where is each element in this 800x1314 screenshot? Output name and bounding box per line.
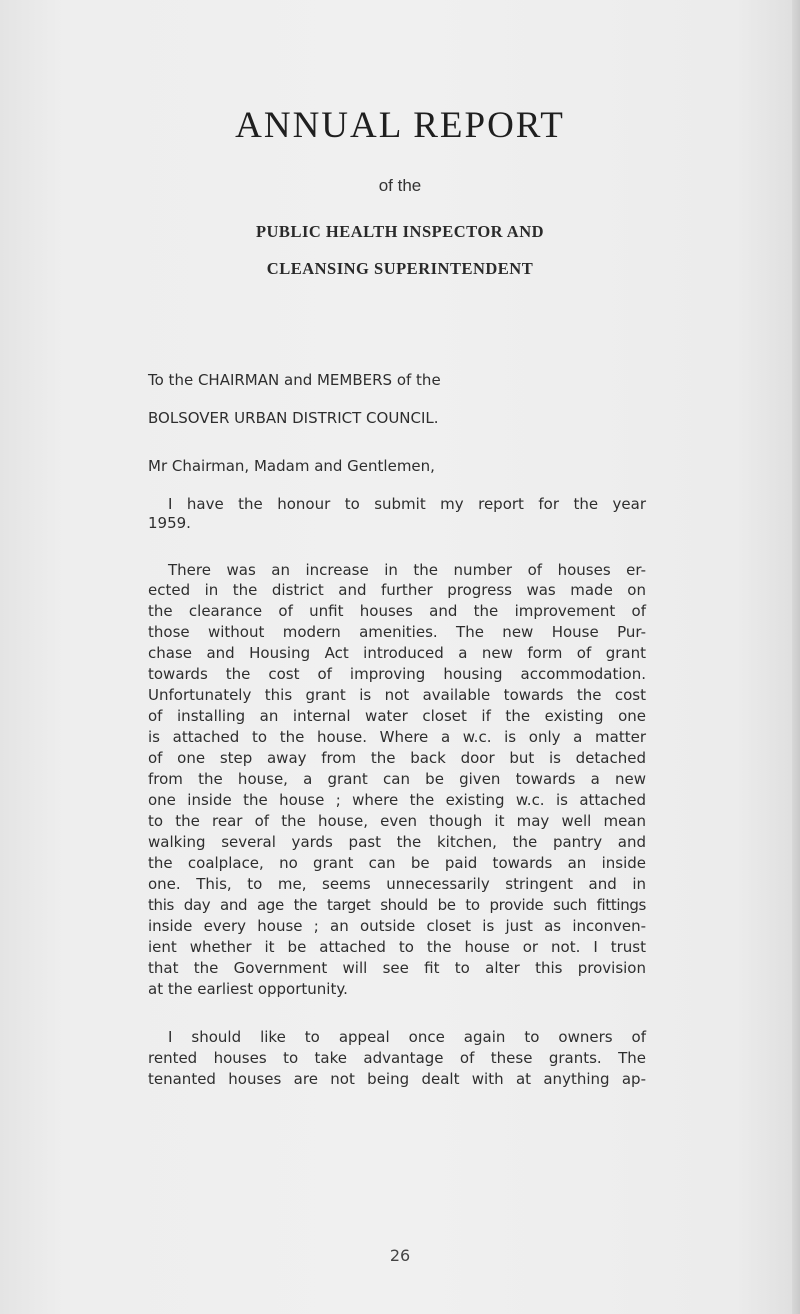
- address-line-1: To the CHAIRMAN and MEMBERS of the: [148, 371, 441, 389]
- paragraph-2-line: one inside the house ; where the existing w.c. is attached: [148, 791, 646, 809]
- report-heading-line-2: CLEANSING SUPERINTENDENT: [266, 259, 534, 278]
- paragraph-2-line: Unfortunately this grant is not available towards the cost: [148, 686, 646, 704]
- paragraph-2-line: the clearance of unfit houses and the improvement of: [148, 602, 646, 620]
- paragraph-2-line: those without modern amenities. The new House Pur-: [148, 623, 646, 641]
- address-line-2: BOLSOVER URBAN DISTRICT COUNCIL.: [148, 409, 439, 427]
- paragraph-2-line: ected in the district and further progress was made on: [148, 581, 646, 599]
- paragraph-2-line: this day and age the target should be to provide such fittings: [148, 896, 646, 914]
- paragraph-2-line: chase and Housing Act introduced a new form of grant: [148, 644, 646, 662]
- paragraph-1-line: I have the honour to submit my report for the year: [168, 495, 646, 513]
- paragraph-3-line: I should like to appeal once again to owners of: [168, 1028, 646, 1046]
- paragraph-2-line: to the rear of the house, even though it may well mean: [148, 812, 646, 830]
- paragraph-2-line: walking several yards past the kitchen, the pantry and: [148, 833, 646, 851]
- report-subtitle: of the: [378, 176, 422, 195]
- paragraph-1-line: 1959.: [148, 514, 191, 532]
- paragraph-3-line: rented houses to take advantage of these grants. The: [148, 1049, 646, 1067]
- paragraph-2-line: from the house, a grant can be given towards a new: [148, 770, 646, 788]
- page-number: 26: [389, 1246, 411, 1265]
- paragraph-2-line: ient whether it be attached to the house or not. I trust: [148, 938, 646, 956]
- paragraph-2-line: one. This, to me, seems unnecessarily stringent and in: [148, 875, 646, 893]
- salutation: Mr Chairman, Madam and Gentlemen,: [148, 457, 435, 475]
- paragraph-2-line: towards the cost of improving housing accommodation.: [148, 665, 646, 683]
- paragraph-2-line: of one step away from the back door but is detached: [148, 749, 646, 767]
- paragraph-2-line: is attached to the house. Where a w.c. is only a matter: [148, 728, 646, 746]
- report-heading-line-1: PUBLIC HEALTH INSPECTOR AND: [255, 222, 545, 241]
- report-title: ANNUAL REPORT: [235, 105, 565, 146]
- page-edge-shadow: [792, 0, 800, 1314]
- paragraph-3-line: tenanted houses are not being dealt with at anything ap-: [148, 1070, 646, 1088]
- paragraph-2-line: at the earliest opportunity.: [148, 980, 348, 998]
- paragraph-2-line: There was an increase in the number of houses er-: [168, 561, 646, 579]
- paragraph-2-line: inside every house ; an outside closet is just as inconven-: [148, 917, 646, 935]
- paragraph-2-line: the coalplace, no grant can be paid towards an inside: [148, 854, 646, 872]
- paragraph-2-line: of installing an internal water closet if the existing one: [148, 707, 646, 725]
- paragraph-2-line: that the Government will see fit to alter this provision: [148, 959, 646, 977]
